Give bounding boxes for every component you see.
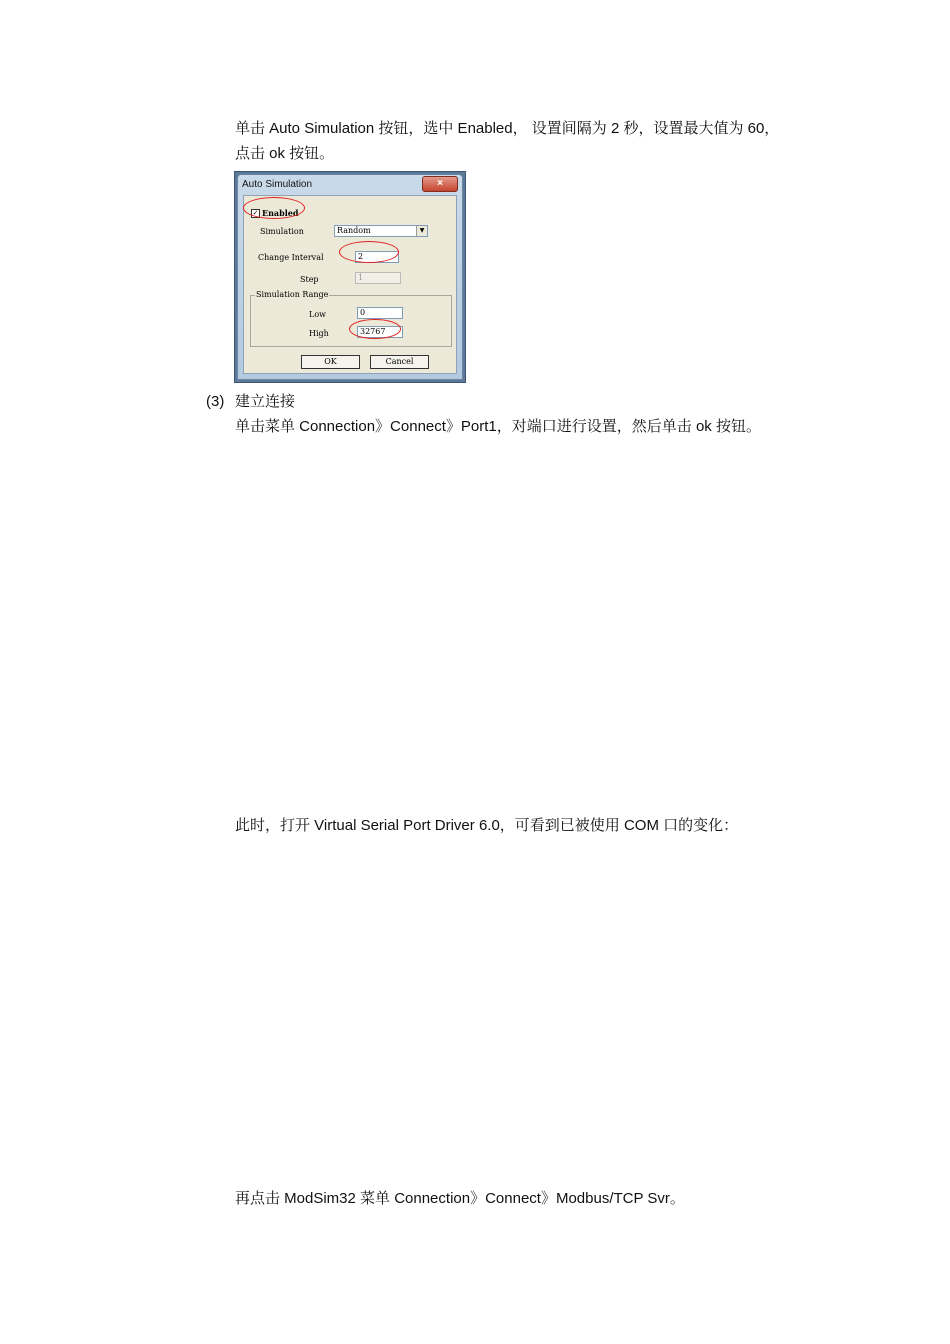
low-input[interactable]: 0 bbox=[357, 307, 403, 319]
change-interval-label: Change Interval bbox=[258, 253, 324, 262]
paragraph-click-ok: 点击 ok 按钮。 bbox=[235, 145, 335, 162]
dialog-title: Auto Simulation bbox=[242, 179, 313, 190]
paragraph-auto-simulation: 单击 Auto Simulation 按钮，选中 Enabled， 设置间隔为 2 秒，设置最大值为 60， bbox=[235, 120, 780, 137]
section-heading-connect: 建立连接 bbox=[235, 393, 296, 410]
paragraph-modbus-tcp: 再点击 ModSim32 菜单 Connection》Connect》Modbus/TCP Svr。 bbox=[235, 1190, 685, 1207]
simulation-range-title: Simulation Range bbox=[256, 290, 329, 299]
high-label: High bbox=[309, 329, 329, 338]
auto-simulation-screenshot bbox=[234, 171, 466, 383]
paragraph-virtual-serial-port: 此时，打开 Virtual Serial Port Driver 6.0，可看到已被使用 COM 口的变化： bbox=[235, 817, 739, 834]
list-item-number: (3) bbox=[206, 393, 225, 410]
enabled-checkbox[interactable]: ✓ bbox=[252, 209, 259, 217]
simulation-value: Random bbox=[337, 226, 371, 235]
close-button[interactable]: × bbox=[422, 176, 458, 192]
low-label: Low bbox=[309, 310, 326, 319]
paragraph-connection-port: 单击菜单 Connection》Connect》Port1，对端口进行设置，然后单击 ok 按钮。 bbox=[235, 418, 761, 435]
step-label: Step bbox=[300, 275, 319, 284]
ok-button[interactable]: OK bbox=[301, 355, 360, 369]
dialog-titlebar bbox=[238, 175, 462, 195]
change-interval-input[interactable]: 2 bbox=[355, 251, 399, 263]
chevron-down-icon[interactable]: ▼ bbox=[416, 226, 427, 236]
dialog-client-area bbox=[243, 195, 457, 374]
simulation-select[interactable] bbox=[334, 225, 428, 237]
simulation-range-group bbox=[250, 290, 452, 347]
cancel-button[interactable]: Cancel bbox=[370, 355, 429, 369]
simulation-label: Simulation bbox=[260, 227, 304, 236]
dialog-window bbox=[237, 174, 463, 380]
enabled-label: Enabled bbox=[262, 208, 299, 218]
step-input: 1 bbox=[355, 272, 401, 284]
high-input[interactable]: 32767 bbox=[357, 326, 403, 338]
